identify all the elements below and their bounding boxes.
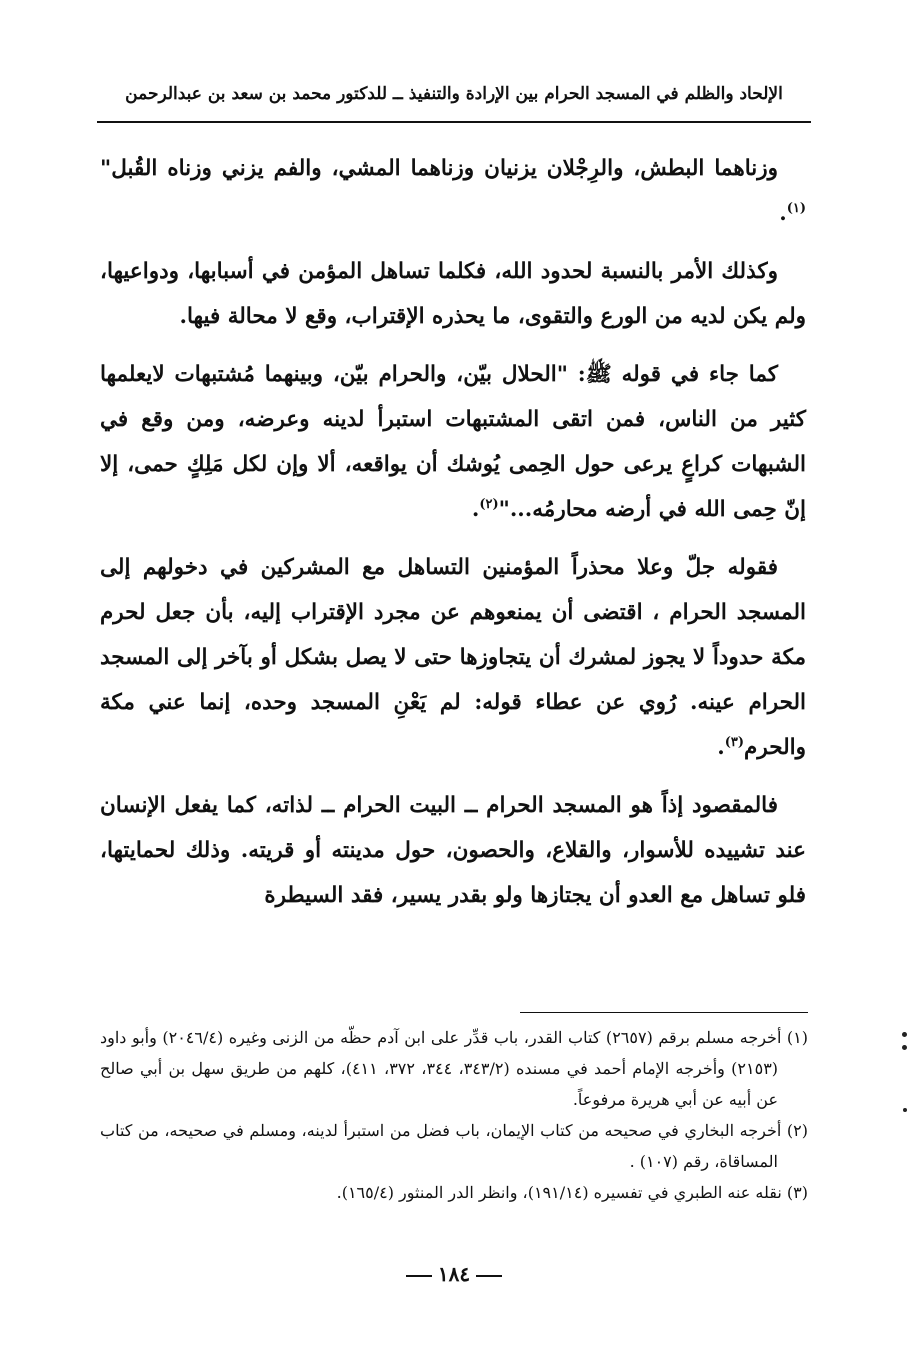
paragraph [100, 783, 806, 918]
paragraph-text: فالمقصود إذاً هو المسجد الحرام ــ البيت الحرام ــ لذاته، كما يفعل الإنسان عند تشييده للأسوار، والقلاع، والحصون، حول مدينته أو قريته. وذلك لحمايتها، فلو تساهل مع العدو أن يجتازها ولو بقدر يسير، فقد السيطرة [100, 793, 806, 908]
page-number-value: ١٨٤ [437, 1262, 471, 1286]
paragraph [100, 146, 806, 236]
margin-speck [902, 1032, 907, 1037]
header-rule [97, 121, 811, 123]
paragraph-text: وزناهما البطش، والرِجْلان يزنيان وزناهما المشي، والفم يزني وزناه القُبل" [100, 156, 778, 181]
paragraph [100, 352, 806, 532]
page-number [354, 1262, 554, 1286]
paragraph-tail: . [717, 735, 725, 760]
paragraph-text: كما جاء في قوله ﷺ: "الحلال بيّن، والحرام بيّن، وبينهما مُشتبهات لايعلمها كثير من الناس، فمن اتقى المشتبهات استبرأ لدينه وعرضه، ومن وقع في الشبهات كراعٍ يرعى حول الحِمى يُوشك أن يواقعه، ألا وإن لكل مَلِكٍ حمى، إلا إنّ حِمى الله في أرضه محارمُه..." [100, 362, 806, 522]
margin-speck [902, 1045, 907, 1050]
paragraph-tail: . [471, 497, 480, 522]
footnote-ref: (٢) [479, 496, 499, 512]
paragraph [100, 249, 806, 339]
paragraph [100, 545, 806, 770]
footnote-ref: (١) [786, 200, 806, 216]
paragraph-text: وكذلك الأمر بالنسبة لحدود الله، فكلما تساهل المؤمن في أسبابها، ودواعيها، ولم يكن لديه من الورع والتقوى، ما يحذره الإقتراب، وقع لا محالة فيها. [100, 259, 806, 329]
footnote-ref: (٣) [724, 734, 745, 750]
paragraph-text: فقوله جلّ وعلا محذراً المؤمنين التساهل مع المشركين في دخولهم إلى المسجد الحرام ، اقتضى أن يمنعوهم عن مجرد الإقتراب إليه، بأن جعل لحرم مكة حدوداً لا يجوز لمشرك أن يتجاوزها حتى لا يصل بشكل أو بآخر إلى المسجد الحرام عينه. رُوي عن عطاء قوله: لم يَعْنِ المسجد وحده، إنما عني مكة والحرم [100, 555, 806, 760]
running-header: الإلحاد والظلم في المسجد الحرام بين الإرادة والتنفيذ ــ للدكتور محمد بن سعد بن عبدالرحمن [125, 84, 783, 104]
footnote: (١) أخرجه مسلم برقم (٢٦٥٧) كتاب القدر، باب قدِّر على ابن آدم حظّه من الزنى وغيره (٢٠٤٦/٤) وأبو داود (٢١٥٣) وأخرجه الإمام أحمد في مسنده (٣٤٣/٢، ٣٤٤، ٣٧٢، ٤١١)، كلهم من طريق سهل بن أبي صالح عن أبيه عن أبي هريرة مرفوعاً. [100, 1028, 808, 1109]
footnote: (٢) أخرجه البخاري في صحيحه من كتاب الإيمان، باب فضل من استبرأ لدينه، ومسلم في صحيحه، من كتاب المساقاة، رقم (١٠٧) . [100, 1121, 808, 1171]
main-text [100, 146, 806, 931]
footnote-rule [520, 1012, 808, 1013]
dash-right [406, 1275, 432, 1277]
dash-left [476, 1275, 502, 1277]
footnote: (٣) نقله عنه الطبري في تفسيره (١٩١/١٤)، وانظر الدر المنثور (١٦٥/٤). [336, 1183, 808, 1202]
footnotes [100, 1022, 808, 1208]
paragraph-tail: . [779, 201, 787, 226]
margin-speck [903, 1108, 907, 1112]
